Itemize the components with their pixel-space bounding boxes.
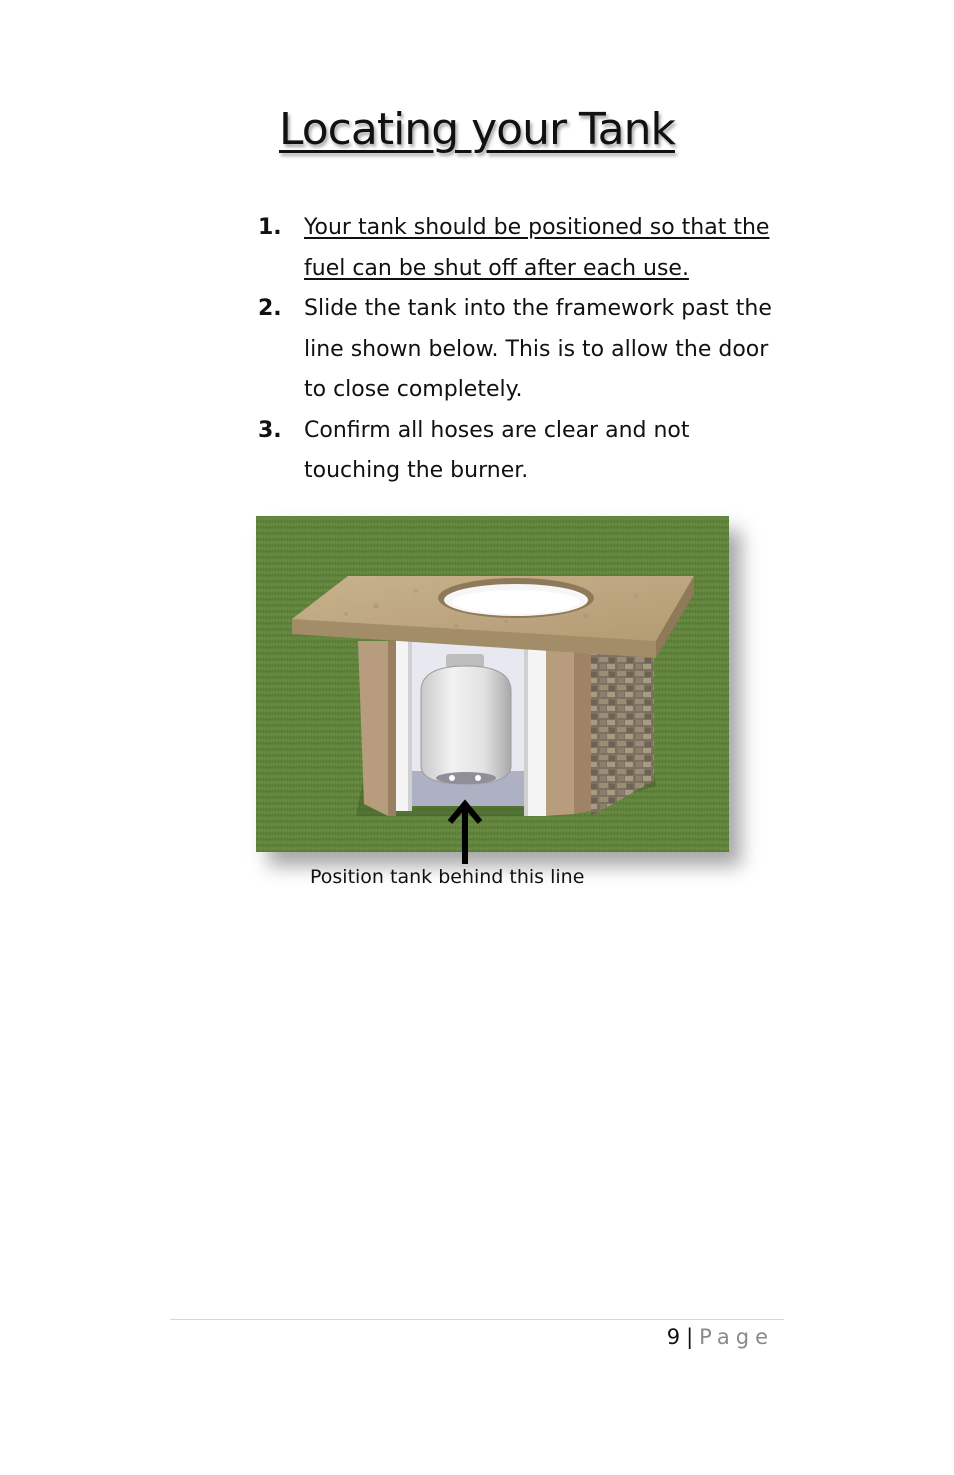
fire-table-drawing: [256, 516, 729, 852]
page-title: Locating your Tank: [279, 104, 675, 155]
step-number: 3.: [258, 417, 282, 443]
step-number: 1.: [258, 215, 282, 240]
instruction-list: [258, 208, 778, 492]
figure-caption: Position tank behind this line: [310, 866, 585, 888]
footer-divider: [170, 1319, 784, 1320]
footer-separator: |: [686, 1325, 694, 1349]
page-number: 9: [666, 1325, 681, 1349]
step-number: 2.: [258, 296, 282, 321]
page-word: Page: [699, 1325, 774, 1349]
list-item: [258, 411, 778, 492]
page-footer: [667, 1325, 774, 1349]
step-text: Your tank should be positioned so that the fuel can be shut off after each use.: [304, 215, 770, 281]
step-text: Slide the tank into the framework past the line shown below. This is to allow the door to close completely.: [304, 296, 772, 402]
step-text: Confirm all hoses are clear and not touching the burner.: [304, 417, 690, 483]
arrow-up-icon: [447, 798, 483, 866]
list-item: [258, 208, 778, 289]
fire-table-illustration: [256, 516, 729, 852]
list-item: [258, 289, 778, 411]
